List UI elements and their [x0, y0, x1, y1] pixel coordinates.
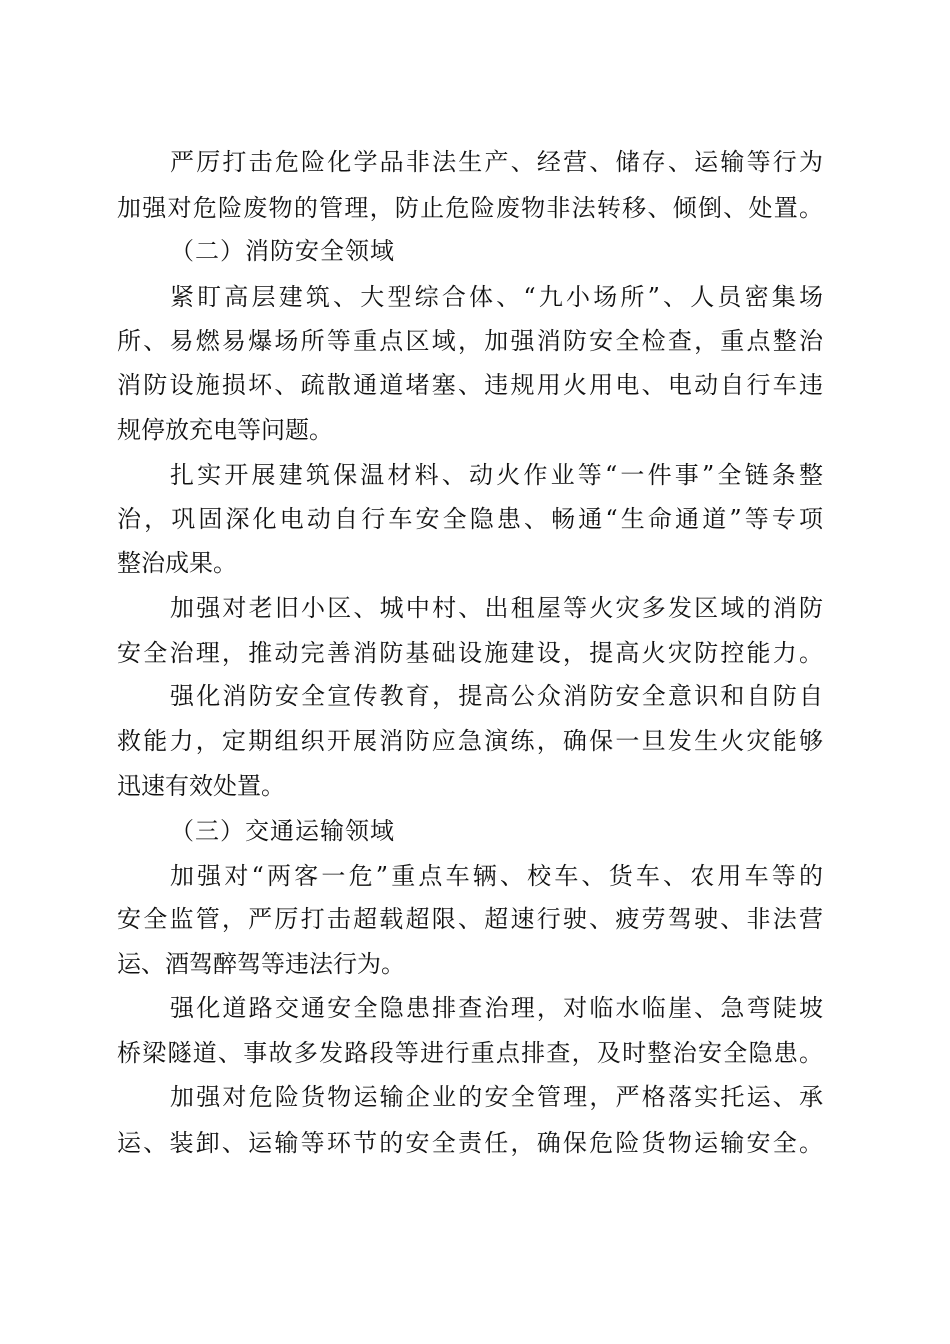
paragraph-line [0, 676, 950, 716]
paragraph-line [0, 721, 950, 761]
paragraph-line [0, 142, 950, 182]
line-text: 消防设施损坏、疏散通道堵塞、违规用火用电、电动自行车违 [117, 371, 823, 399]
line-text: 严厉打击危险化学品非法生产、经营、储存、运输等行为 [170, 148, 823, 176]
line-text: 加强对危险废物的管理，防止危险废物非法转移、倾倒、处置。 [117, 194, 823, 222]
paragraph-line [0, 188, 950, 228]
paragraph-line [0, 410, 950, 450]
paragraph-line [0, 766, 950, 806]
line-text: 加强对老旧小区、城中村、出租屋等火灾多发区域的消防 [170, 594, 823, 622]
line-text: 迅速有效处置。 [117, 772, 285, 800]
line-text: 运、装卸、运输等环节的安全责任，确保危险货物运输安全。 [117, 1129, 823, 1157]
line-text: 加强对危险货物运输企业的安全管理，严格落实托运、承 [170, 1083, 823, 1111]
line-text: 治，巩固深化电动自行车安全隐患、畅通“生命通道”等专项 [117, 505, 823, 533]
section-heading [0, 231, 950, 271]
paragraph-line [0, 1123, 950, 1163]
line-text: 加强对“两客一危”重点车辆、校车、货车、农用车等的 [170, 862, 823, 890]
line-text: 所、易燃易爆场所等重点区域，加强消防安全检查，重点整治 [117, 327, 823, 355]
paragraph-line [0, 321, 950, 361]
paragraph-line [0, 455, 950, 495]
paragraph-line [0, 588, 950, 628]
line-text: 安全监管，严厉打击超载超限、超速行驶、疲劳驾驶、非法营 [117, 905, 823, 933]
line-text: 强化道路交通安全隐患排查治理，对临水临崖、急弯陡坡 [170, 994, 823, 1022]
paragraph-line [0, 1033, 950, 1073]
line-text: 桥梁隧道、事故多发路段等进行重点排查，及时整治安全隐患。 [117, 1039, 823, 1067]
paragraph-line [0, 277, 950, 317]
line-text: 规停放充电等问题。 [117, 416, 333, 444]
section-heading [0, 811, 950, 851]
line-text: 救能力，定期组织开展消防应急演练，确保一旦发生火灾能够 [117, 727, 823, 755]
paragraph-line [0, 365, 950, 405]
paragraph-line [0, 988, 950, 1028]
paragraph-line [0, 633, 950, 673]
paragraph-line [0, 499, 950, 539]
section-heading-text: （三）交通运输领域 [170, 817, 395, 845]
line-text: 运、酒驾醉驾等违法行为。 [117, 950, 405, 978]
line-text: 安全治理，推动完善消防基础设施建设，提高火灾防控能力。 [117, 639, 823, 667]
section-heading-text: （二）消防安全领域 [170, 237, 395, 265]
paragraph-line [0, 856, 950, 896]
line-text: 强化消防安全宣传教育，提高公众消防安全意识和自防自 [170, 682, 823, 710]
line-text: 紧盯高层建筑、大型综合体、“九小场所”、人员密集场 [170, 283, 823, 311]
paragraph-line [0, 543, 950, 583]
line-text: 整治成果。 [117, 549, 237, 577]
line-text: 扎实开展建筑保温材料、动火作业等“一件事”全链条整 [170, 461, 823, 489]
paragraph-line [0, 899, 950, 939]
paragraph-line [0, 1077, 950, 1117]
paragraph-line [0, 944, 950, 984]
